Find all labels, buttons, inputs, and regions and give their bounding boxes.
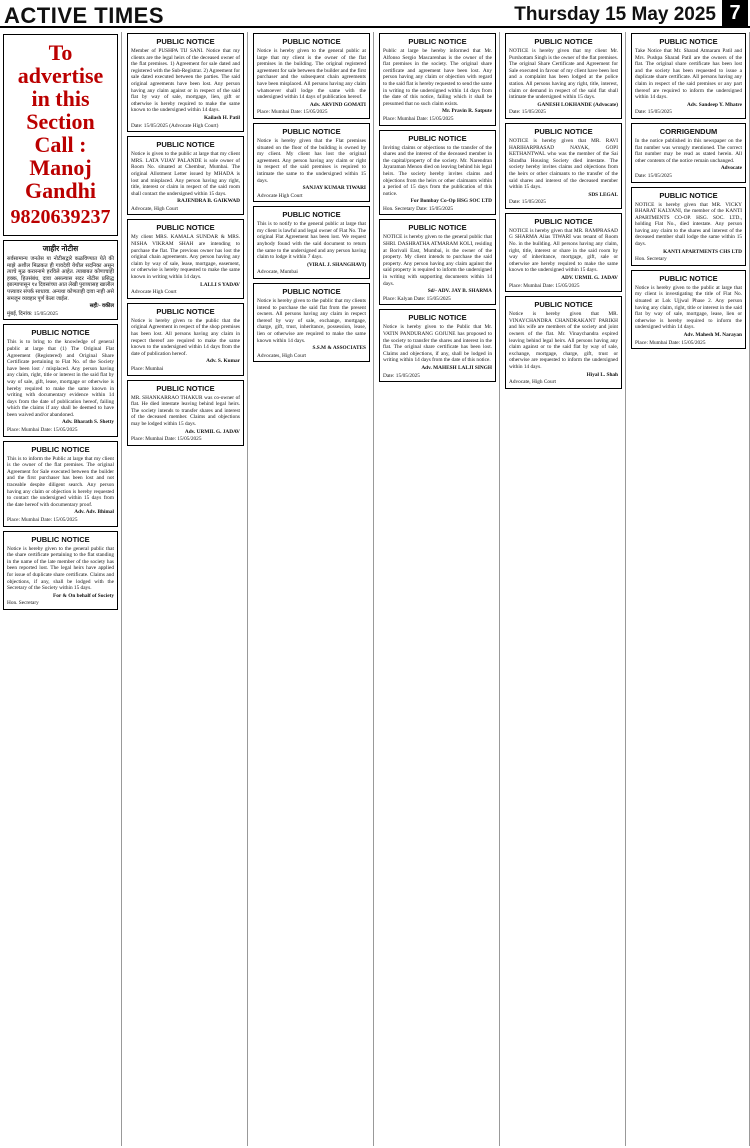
public-notice bbox=[379, 309, 496, 382]
public-notice bbox=[127, 380, 244, 446]
notice-title: PUBLIC NOTICE bbox=[156, 223, 215, 233]
notice-place-date: Advocates, High Court bbox=[257, 352, 306, 359]
notice-title: PUBLIC NOTICE bbox=[282, 287, 341, 297]
notice-place-date: Hon. Secretary bbox=[635, 256, 667, 263]
notice-place-date: Advocate, High Court bbox=[509, 379, 556, 386]
public-notice bbox=[631, 270, 746, 349]
notice-place-date: Date: 15/05/2025 bbox=[383, 372, 420, 379]
column-2 bbox=[124, 32, 248, 1146]
notice-signatory: Adv. Bharath S. Shetty bbox=[62, 419, 114, 426]
notice-place-date: मुंबई, दिनांक: 15/05/2025 bbox=[7, 310, 58, 317]
notice-title: PUBLIC NOTICE bbox=[534, 37, 593, 46]
public-notice bbox=[3, 324, 118, 436]
notice-place-date: Advocate, Mumbai bbox=[257, 269, 298, 276]
public-notice bbox=[3, 531, 118, 610]
notice-signatory: ADV. URMIL G. JADAV bbox=[561, 275, 618, 282]
notice-body: Notice is hereby given to the general public at large that my client is the owner of the flat premises in the building. The original registered agreement for sale between the builder and the first purchaser and the subsequent chain agreements have been misplaced. All persons having any claim whatsoever shall lodge the same with the undersigned within 14 days of publication hereof. bbox=[257, 48, 366, 101]
notice-place-date: Place: Kalyan Date: 15/05/2025 bbox=[383, 295, 451, 302]
notice-title: PUBLIC NOTICE bbox=[156, 37, 215, 46]
notice-place-date: Place: Mumbai Date: 15/05/2025 bbox=[635, 339, 706, 346]
notice-place-date: Date: 15/05/2025 bbox=[509, 109, 546, 116]
notice-place-date: Place: Mumbai Date: 15/05/2025 bbox=[257, 109, 328, 116]
notice-place-date: Date: 15/05/2025 bbox=[509, 199, 546, 206]
promo-line: Call : bbox=[34, 132, 87, 157]
notice-list bbox=[628, 33, 749, 349]
notice-signatory: SDS LEGAL bbox=[588, 191, 618, 198]
notice-body: NOTICE is hereby given to the general public that SHRI. DASHRATHA ATMARAM KOLI, residing at Borivali East, Mumbai, is the owner of the property. My client intends to purchase the said property. Any person having any claim against the said property is required to inform the undersigned in writing with supporting documents within 14 days. bbox=[383, 234, 492, 287]
notice-title: PUBLIC NOTICE bbox=[31, 534, 90, 544]
public-notice bbox=[127, 136, 244, 215]
column-1 bbox=[0, 32, 122, 1146]
notice-signatory: RAJENDRA B. GAIKWAD bbox=[177, 198, 240, 205]
notice-place-date: Place: Mumbai Date: 15/05/2025 bbox=[383, 115, 454, 122]
notice-signatory: Adv. Mahesh M. Narayan bbox=[683, 332, 742, 338]
advertise-promo-box bbox=[3, 34, 118, 236]
notice-body: Public at large be hereby informed that Mr. Alfonso Sergio Mascarenhas is the owner of the flat premises in the society. The original share certificate and agreement have been lost. Any person having any claim or objection with regard to the said flat is hereby requested to send the same in writing to the undersigned within 14 days from the date of this notice, failing which it shall be presumed that no such claim exists. bbox=[383, 48, 492, 107]
notice-place-date: Place: Mumbai bbox=[131, 365, 164, 372]
notice-title: PUBLIC NOTICE bbox=[534, 126, 593, 136]
column-3 bbox=[250, 32, 374, 1146]
notice-title: PUBLIC NOTICE bbox=[156, 306, 215, 316]
notice-body: This is to notify to the general public at large that my client is lawful and legal owner of Flat No. The original Flat Agreement has been lost. We request anybody found with the said document to return the same to the undersigned and any person having claim to lodge it within 7 days. bbox=[257, 221, 366, 261]
notice-signatory: S.S.M & ASSOCIATES bbox=[312, 345, 366, 352]
notice-title: PUBLIC NOTICE bbox=[659, 37, 718, 46]
public-notice bbox=[631, 33, 746, 119]
masthead bbox=[0, 0, 750, 28]
notice-body: NOTICE is hereby given that MR. RAMPRASAD G SHARMA Alias TIWARI was tenant of Room No. in the building. All persons having any claim, right, title, interest or share in the said room by way of inheritance, mortgage, gift, sale or otherwise are hereby required to make the same known to the undersigned within 15 days. bbox=[509, 227, 618, 274]
public-notice bbox=[253, 283, 370, 362]
notice-title: जाहीर नोटीस bbox=[42, 244, 79, 253]
notice-signatory: KANTI APARTMENTS CHS LTD bbox=[663, 248, 742, 255]
notice-signatory: Adv. MAHESH LALJI SINGH bbox=[421, 364, 492, 371]
promo-line: Manoj Gandhi bbox=[25, 155, 96, 203]
public-notice bbox=[253, 206, 370, 279]
notice-place-date: Place: Mumbai Date: 15/05/2025 bbox=[7, 517, 78, 523]
public-notice bbox=[505, 296, 622, 389]
public-notice bbox=[253, 33, 370, 119]
notice-signatory: Advocate bbox=[720, 165, 742, 172]
public-notice bbox=[505, 213, 622, 292]
promo-phone: 9820639237 bbox=[10, 206, 111, 228]
notice-title: CORRIGENDUM bbox=[659, 126, 718, 136]
public-notice bbox=[631, 187, 746, 266]
notice-body: Notice is given to the public at large that my client MRS. LATA VIJAY PALANDE is sole owner of Room No. situated at Chembur, Mumbai. The original Allotment Letter issued by MHADA is lost and misplaced. Any person having any right, title, interest or claim in respect of the said room shall contact the undersigned within 15 days. bbox=[131, 151, 240, 197]
notice-body: सर्वसामान्य जनतेस या नोटीसद्वारे कळविण्यात येते की माझे अशील मिळकत ही गावदेवी येथील सदनिका असून त्याचे मूळ करारनामे हरविले आहेत. त्याबाबत कोणाचाही हक्क, हितसंबंध, दावा असल्यास सदर नोटीस प्रसिद्ध झाल्यापासून १४ दिवसांच्या आत लेखी पुराव्यासह खालील पत्त्यावर संपर्क साधावा. अन्यथा कोणताही दावा नाही असे समजून व्यवहार पूर्ण केला जाईल. bbox=[7, 256, 114, 302]
notice-list bbox=[502, 33, 625, 389]
notice-body: Take Notice that Mr. Sharad Atmaram Patil and Mrs. Pushpa Sharad Patil are the owners of the flat. The original share certificate has been lost and the society has been requested to issue a duplicate share certificate. All persons having any claim in respect of the said premises or any part thereof are required to inform the undersigned within 14 days. bbox=[635, 48, 742, 101]
notice-place-date: Advocate High Court bbox=[131, 289, 177, 296]
promo-line: Section bbox=[26, 109, 95, 134]
notice-list bbox=[124, 33, 247, 446]
page-number: 7 bbox=[722, 0, 748, 26]
column-6 bbox=[628, 32, 750, 1146]
public-notice bbox=[3, 441, 118, 527]
public-notice bbox=[253, 123, 370, 202]
notice-body: Notice is hereby given to the public that my clients intend to purchase the said flat from the present owners. All persons having any claim in respect thereof by way of sale, exchange, mortgage, charge, gift, trust, inheritance, possession, lease, lien or otherwise are required to make the same known within 14 days. bbox=[257, 298, 366, 344]
notice-title: PUBLIC NOTICE bbox=[408, 313, 467, 323]
notice-place-date: Place: Mumbai Date: 15/05/2025 bbox=[509, 282, 580, 289]
notice-place-date: Hon. Secretary bbox=[7, 600, 39, 607]
notice-signatory: Adv. ARVIND GOMATI bbox=[309, 101, 366, 108]
notice-signatory: LALLI S YADAV bbox=[200, 281, 240, 288]
notice-title: PUBLIC NOTICE bbox=[408, 133, 467, 143]
notice-body: Notice is hereby given to the Public that Mr. VATIN PANDURANG GOJUNE has proposed to the society to transfer the shares and interest in the flat. The original share certificate has been lost. Claims and objections, if any, shall be lodged in writing within 14 days from the date of this notice. bbox=[383, 324, 492, 364]
notice-place-date: Advocate, High Court bbox=[131, 205, 178, 212]
notice-title: PUBLIC NOTICE bbox=[408, 223, 467, 233]
notice-title: PUBLIC NOTICE bbox=[282, 210, 341, 220]
notice-title: PUBLIC NOTICE bbox=[659, 190, 718, 200]
notice-place-date: Date: 15/05/2025 bbox=[635, 109, 672, 116]
public-notice bbox=[631, 123, 746, 183]
public-notice bbox=[3, 240, 118, 320]
public-notice bbox=[127, 303, 244, 376]
public-notice bbox=[505, 33, 622, 119]
notice-place-date: Date: 15/05/2025 (Advocate High Court) bbox=[131, 122, 219, 129]
notice-body: NOTICE is hereby given that MR. RAVI HARIHARPRASAD NAYAK, GOPI KETHANTWAL who was the member of the Sai Shradha Housing Society died intestate. The society hereby invites claims and objections from the heirs or other claimants to the transfer of the said shares and interest of the deceased member within 15 days. bbox=[509, 137, 618, 191]
notice-signatory: For & On behalf of Society bbox=[53, 592, 114, 599]
notice-body: Member of PUSHPA TIJ SANI. Notice that my clients are the legal heirs of the deceased owner of the flat premises. 1) Agreement for sale dated and registered with the Sub-Registrar. 2) Agreement for sale dated executed between the parties. The said original agreements have been lost. Any person having any claim against or in respect of the said flat by way of sale, mortgage, lien, gift or otherwise is hereby required to make the same known to the undersigned within 14 days. bbox=[131, 48, 240, 114]
issue-date: Thursday 15 May 2025 bbox=[514, 4, 716, 25]
notice-title: PUBLIC NOTICE bbox=[31, 444, 90, 454]
notice-title: PUBLIC NOTICE bbox=[156, 383, 215, 393]
column-4 bbox=[376, 32, 500, 1146]
notice-place-date: Hon. Secretary Date: 15/05/2025 bbox=[383, 205, 454, 212]
notice-body: My client MRS. KAMALA SUNDAR & MRS. NISHA VIKRAM SHAH are intending to purchase the flat. The previous owner has lost the original chain agreements. Any person having any claim by way of sale, lease, mortgage, easement, or otherwise is hereby requested to make the same known in writing within 14 days. bbox=[131, 234, 240, 281]
notice-list bbox=[376, 33, 499, 382]
notice-place-date: Place: Mumbai Date: 15/05/2025 bbox=[131, 436, 202, 443]
notice-body: Notice is hereby given that the Flat premises situated on the floor of the building is owned by my client. My client has lost the original agreement. Any person having any claim or right in respect of the said premises is required to intimate the same to the undersigned within 15 days. bbox=[257, 137, 366, 184]
notice-list bbox=[0, 240, 121, 610]
notice-body: This is to bring to the knowledge of general public at large that (1) The Original Flat Agreement (Registered) and Original Share Certificate pertaining to Flat No. of the Society have been lost / misplaced. Any person having any claim, right, title or interest in the said flat by way of sale, gift, lease, mortgage or otherwise is hereby required to make the same known in writing with documentary evidence within 14 days from the date of publication hereof, failing which the claims if any shall be deemed to have been waived and/or abandoned. bbox=[7, 339, 114, 418]
promo-line: in this bbox=[31, 86, 90, 111]
notice-title: PUBLIC NOTICE bbox=[408, 37, 467, 46]
notice-signatory: Sd/- ADV. JAY B. SHARMA bbox=[427, 288, 492, 295]
notice-body: Inviting claims or objections to the transfer of the shares and the interest of the deceased member in the capital/property of the society. Mr. Narendran Jayaraman Menon died on leaving behind his legal heirs. The society hereby invites claims and objections from the heirs or other claimants within a period of 15 days from the publication of this notice. bbox=[383, 144, 492, 197]
notice-body: Notice is hereby given to the public at large that my client is investigating the title of Flat No. situated at Lok Ujjwal Phase 2. Any person having any claim, right, title or interest in the said flat by way of sale, mortgage, lease, lien or otherwise is hereby required to inform the undersigned within 14 days. bbox=[635, 284, 742, 331]
notice-body: MR. SHANKARRAO THAKUR was co-owner of flat. He died intestate leaving behind legal heirs. The society intends to transfer shares and interest of the deceased member. Claims and objections may be lodged within 15 days. bbox=[131, 394, 240, 427]
notice-body: In the notice published in this newspaper on the flat number was wrongly mentioned. The correct flat number may be read as stated herein. All other contents of the notice remain unchanged. bbox=[635, 137, 742, 164]
public-notice bbox=[505, 123, 622, 209]
notice-body: NOTICE is hereby given that MR. VICKY BHARAT KALYANI, the member of the KANTI APARTMENTS CO-OP. HSG. SOC. LTD., holding Flat No., died intestate. Any person having any claim to the shares and interest of the deceased member shall lodge the same within 15 days. bbox=[635, 201, 742, 248]
notice-signatory: Mr. Pravin R. Satpute bbox=[442, 108, 492, 115]
public-notice bbox=[379, 219, 496, 305]
notice-body: This is to inform the Public at large that my client is the owner of the flat premises. The original Agreement for Sale executed between the builder and the first purchaser has been lost and not traceable despite diligent search. Any person having any claim or objection is hereby requested to contact the undersigned within 15 days from the date hereof with documentary proof. bbox=[7, 455, 114, 508]
notice-title: PUBLIC NOTICE bbox=[282, 126, 341, 136]
notice-signatory: Adv. URMIL G. JADAV bbox=[184, 428, 240, 435]
public-notice bbox=[127, 33, 244, 132]
notice-signatory: For Bombay Co-Op HSG SOC LTD bbox=[410, 198, 492, 205]
notice-title: PUBLIC NOTICE bbox=[282, 37, 341, 46]
notice-title: PUBLIC NOTICE bbox=[534, 300, 593, 310]
promo-line: advertise bbox=[17, 63, 104, 88]
notice-list bbox=[250, 33, 373, 362]
notice-signatory: Adv. S. Kumar bbox=[206, 358, 240, 365]
notice-signatory: Hiyal L. Shah bbox=[586, 371, 618, 378]
notice-signatory: (VIRAL J. SHANGHAVI) bbox=[307, 261, 366, 268]
notice-body: NOTICE is hereby given that my client Mr. Purshottam Singh is the owner of the flat premises. The original Share Certificate and Agreement for Sale executed in favour of my client have been lost and a complaint has been lodged at the police station. All persons having any right, title, interest, claim or demand in respect of the said flat shall intimate the undersigned within 15 days. bbox=[509, 48, 618, 101]
notice-body: Notice is hereby given to the general public that the share certificate pertaining to the flat standing in the name of the late member of the society has been reported lost. The legal heirs have applied for issue of duplicate share certificate. Claims and objections, if any, shall be lodged with the Secretary of the Society within 15 days. bbox=[7, 545, 114, 592]
notice-title: PUBLIC NOTICE bbox=[659, 273, 718, 283]
notice-body: Notice is hereby given to the public that the original Agreement in respect of the shop premises has been lost. All persons having any claim in respect thereof are required to make the same known to the undersigned within 14 days from the date of publication hereof. bbox=[131, 317, 240, 357]
notice-place-date: Advocate High Court bbox=[257, 192, 303, 199]
notice-signatory: Adv. Sandeep Y. Mhatre bbox=[687, 101, 742, 108]
notice-signatory: SANJAY KUMAR TIWARI bbox=[302, 185, 366, 192]
notice-signatory: सही/- वकील bbox=[89, 303, 114, 310]
notice-signatory: Adv. Adv. Bhimal bbox=[74, 509, 114, 516]
notice-title: PUBLIC NOTICE bbox=[534, 216, 593, 226]
notice-body: Notice is hereby given that MR. VINAYCHANDRA CHANDRAKANT PARIKH and his wife are members of the society and joint owners of the flat. Mr. Vinaychandra expired leaving behind legal heirs. All persons having any claim against or to the said flat by way of sale, exchange, mortgage, charge, gift, trust or otherwise are requested to inform the undersigned within 14 days. bbox=[509, 311, 618, 370]
column-5 bbox=[502, 32, 626, 1146]
notice-title: PUBLIC NOTICE bbox=[31, 328, 90, 338]
notice-signatory: GANESH LOKHANDE (Advocate) bbox=[537, 101, 618, 108]
notice-place-date: Place: Mumbai Date: 15/05/2025 bbox=[7, 427, 78, 434]
public-notice bbox=[379, 130, 496, 216]
public-notice bbox=[379, 33, 496, 126]
notice-title: PUBLIC NOTICE bbox=[156, 140, 215, 150]
promo-line: To bbox=[48, 40, 73, 65]
newspaper-title: ACTIVE TIMES bbox=[4, 3, 165, 28]
notice-signatory: Kailash H. Patil bbox=[203, 114, 240, 121]
notice-place-date: Date: 15/05/2025 bbox=[635, 172, 672, 179]
public-notice bbox=[127, 219, 244, 298]
